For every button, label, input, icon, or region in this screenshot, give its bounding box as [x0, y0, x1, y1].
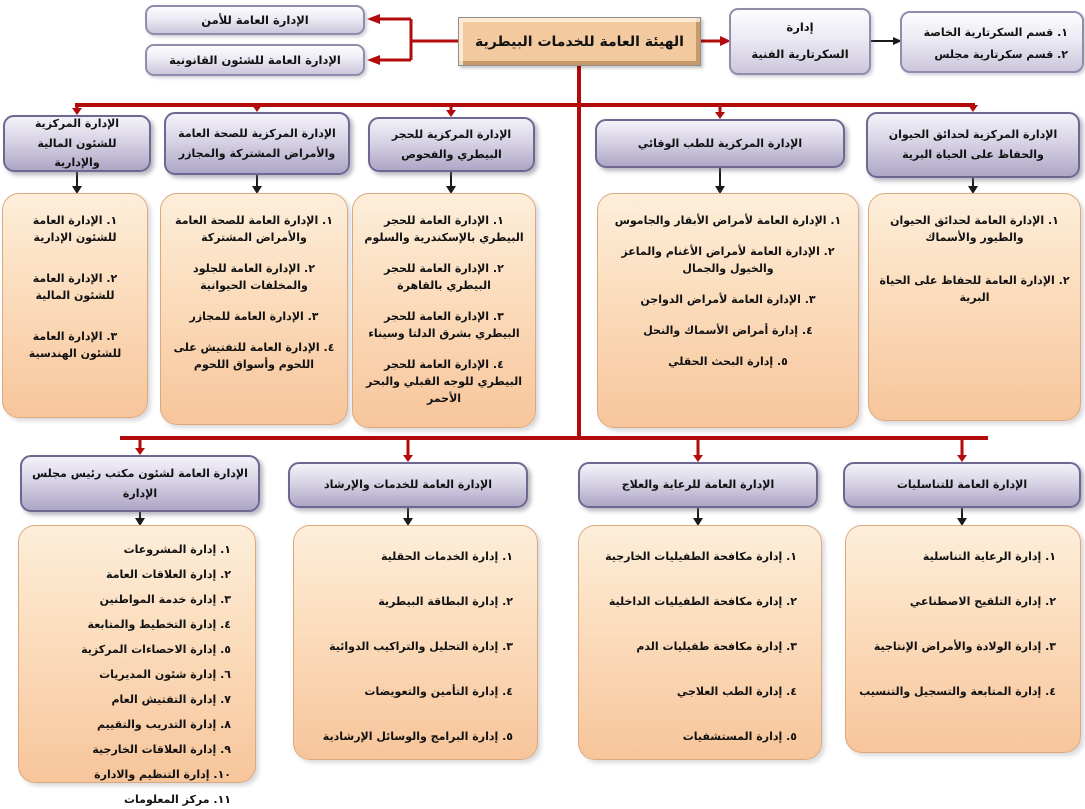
list-item: ٣. إدارة خدمة المواطنين	[99, 593, 231, 607]
header-central-financial-admin	[3, 115, 151, 172]
list-central-zoos-wildlife	[868, 193, 1081, 421]
list-item: ٧. إدارة التفتيش العام	[111, 693, 231, 707]
list-central-preventive-medicine	[597, 193, 859, 428]
list-item: ٢. الإدارة العامة للشئون المالية	[32, 272, 118, 303]
list-reproduction	[845, 525, 1081, 753]
header-label: الإدارة المركزية لحدائق الحيوان والحفاظ على الحياة البرية	[888, 128, 1058, 161]
list-item: ٨. إدارة التدريب والتقييم	[96, 718, 231, 732]
header-chairman-office	[20, 455, 260, 512]
list-item: ٤. إدارة الطب العلاجي	[676, 685, 797, 699]
list-item: ٣. إدارة التحليل والتراكيب الدوائية	[329, 640, 513, 654]
header-central-quarantine	[368, 117, 535, 172]
list-item: ١. الإدارة العامة لحدائق الحيوان والطيور والأسماك	[890, 214, 1059, 245]
header-label: الإدارة العامة لشئون مكتب رئيس مجلس الإدارة	[32, 466, 248, 500]
list-item: ٣. الإدارة العامة للمجازر	[189, 310, 319, 324]
list-item: ١١. مركز المعلومات	[123, 793, 231, 807]
box-label-line1: إدارة	[786, 20, 814, 34]
root-title-box	[458, 17, 701, 66]
header-services-extension	[288, 462, 528, 508]
header-central-zoos-wildlife	[866, 112, 1080, 178]
list-item: ٣. الإدارة العامة لأمراض الدواجن	[640, 293, 816, 307]
header-central-preventive-medicine	[595, 119, 845, 168]
header-label: الإدارة العامة للخدمات والإرشاد	[323, 478, 493, 492]
page-title: الهيئة العامة للخدمات البيطرية	[475, 33, 684, 50]
box-label-line2: السكرتارية الفنية	[751, 47, 849, 61]
list-item: ١. الإدارة العامة للشئون الإدارية	[32, 214, 118, 245]
list-item: ٤. الإدارة العامة للحجر البيطري للوجه القبلي والبحر الأحمر	[365, 358, 523, 406]
list-item: ٦. إدارة شئون المديريات	[99, 668, 231, 682]
list-item: ٣. إدارة مكافحة طفيليات الدم	[636, 640, 797, 654]
list-item: ٢. إدارة العلاقات العامة	[106, 568, 231, 582]
list-item: ٢. الإدارة العامة لأمراض الأغنام والماعز والخيول والجمال	[621, 245, 835, 276]
list-item: ٢. إدارة التلقيح الاصطناعي	[909, 595, 1056, 609]
list-item: ٤. إدارة المتابعة والتسجيل والتنسيب	[859, 685, 1056, 699]
list-care-treatment	[578, 525, 822, 760]
list-central-public-health	[160, 193, 348, 425]
list-item: ٥. إدارة البرامج والوسائل الإرشادية	[322, 730, 513, 744]
header-label: الإدارة المركزية للشئون المالية والإدارية	[34, 116, 120, 170]
header-label: الإدارة المركزية للصحة العامة والأمراض المشتركة والمجازر	[178, 126, 336, 160]
header-label: الإدارة المركزية للطب الوقائي	[637, 136, 803, 150]
box-label: الإدارة العامة للأمن	[201, 13, 309, 27]
list-item: ٤. الإدارة العامة للتفتيش على اللحوم وأسواق اللحوم	[173, 341, 335, 372]
list-item: ١. الإدارة العامة للصحة العامة والأمراض المشتركة	[175, 214, 333, 245]
header-label: الإدارة المركزية للحجر البيطري والفحوص	[391, 127, 512, 161]
list-item: ٩. إدارة العلاقات الخارجية	[92, 743, 231, 757]
list-item: ٢. إدارة البطاقة البيطرية	[378, 595, 513, 609]
list-item: ٥. إدارة المستشفيات	[682, 730, 797, 744]
list-item: ٢. قسم سكرتارية مجلس	[934, 47, 1068, 61]
list-item: ١. إدارة الخدمات الحقلية	[381, 550, 513, 563]
box-label: الإدارة العامة للشئون القانونية	[169, 53, 341, 67]
list-chairman-office	[18, 525, 256, 807]
box-technical-secretariat	[729, 8, 871, 75]
list-item: ١. إدارة الرعاية التناسلية	[922, 550, 1056, 563]
list-item: ٥. إدارة الاحصاءات المركزية	[81, 643, 231, 657]
list-item: ٤. إدارة أمراض الأسماك والنحل	[643, 324, 813, 338]
list-item: ٣. الإدارة العامة للشئون الهندسية	[28, 330, 122, 361]
list-item: ٢. الإدارة العامة للجلود والمخلفات الحيوانية	[193, 262, 315, 293]
list-item: ٥. إدارة البحث الحقلي	[668, 355, 788, 369]
box-secretariat-departments	[900, 11, 1084, 73]
header-label: الإدارة العامة للرعاية والعلاج	[621, 478, 775, 492]
list-item: ٢. إدارة مكافحة الطفيليات الداخلية	[608, 595, 797, 609]
list-item: ١. قسم السكرتارية الخاصة	[923, 26, 1068, 40]
list-item: ٣. الإدارة العامة للحجر البيطري بشرق الدلتا وسيناء	[368, 310, 520, 341]
header-central-public-health	[164, 112, 350, 175]
box-legal-affairs-admin	[145, 44, 365, 76]
list-item: ٤. إدارة التأمين والتعويضات	[364, 685, 513, 699]
header-label: الإدارة العامة للتناسليات	[896, 478, 1028, 492]
box-security-admin	[145, 5, 365, 35]
list-item: ٣. إدارة الولادة والأمراض الإنتاجية	[873, 640, 1056, 654]
header-reproduction	[843, 462, 1081, 508]
list-item: ١. إدارة المشروعات	[123, 543, 231, 556]
list-item: ١. الإدارة العامة للحجر البيطري بالإسكندرية والسلوم	[364, 214, 524, 245]
list-central-quarantine	[352, 193, 536, 428]
list-item: ١٠. إدارة التنظيم والادارة	[94, 768, 231, 782]
list-item: ٢. الإدارة العامة للحفاظ على الحياة البرية	[879, 274, 1070, 305]
list-item: ١. إدارة مكافحة الطفيليات الخارجية	[605, 550, 797, 563]
list-services-extension	[293, 525, 538, 760]
list-item: ٤. إدارة التخطيط والمتابعة	[87, 618, 231, 632]
list-item: ٢. الإدارة العامة للحجر البيطري بالقاهرة	[384, 262, 504, 293]
list-central-financial-admin	[2, 193, 148, 418]
list-item: ١. الإدارة العامة لأمراض الأبقار والجاموس	[614, 214, 842, 227]
header-care-treatment	[578, 462, 818, 508]
